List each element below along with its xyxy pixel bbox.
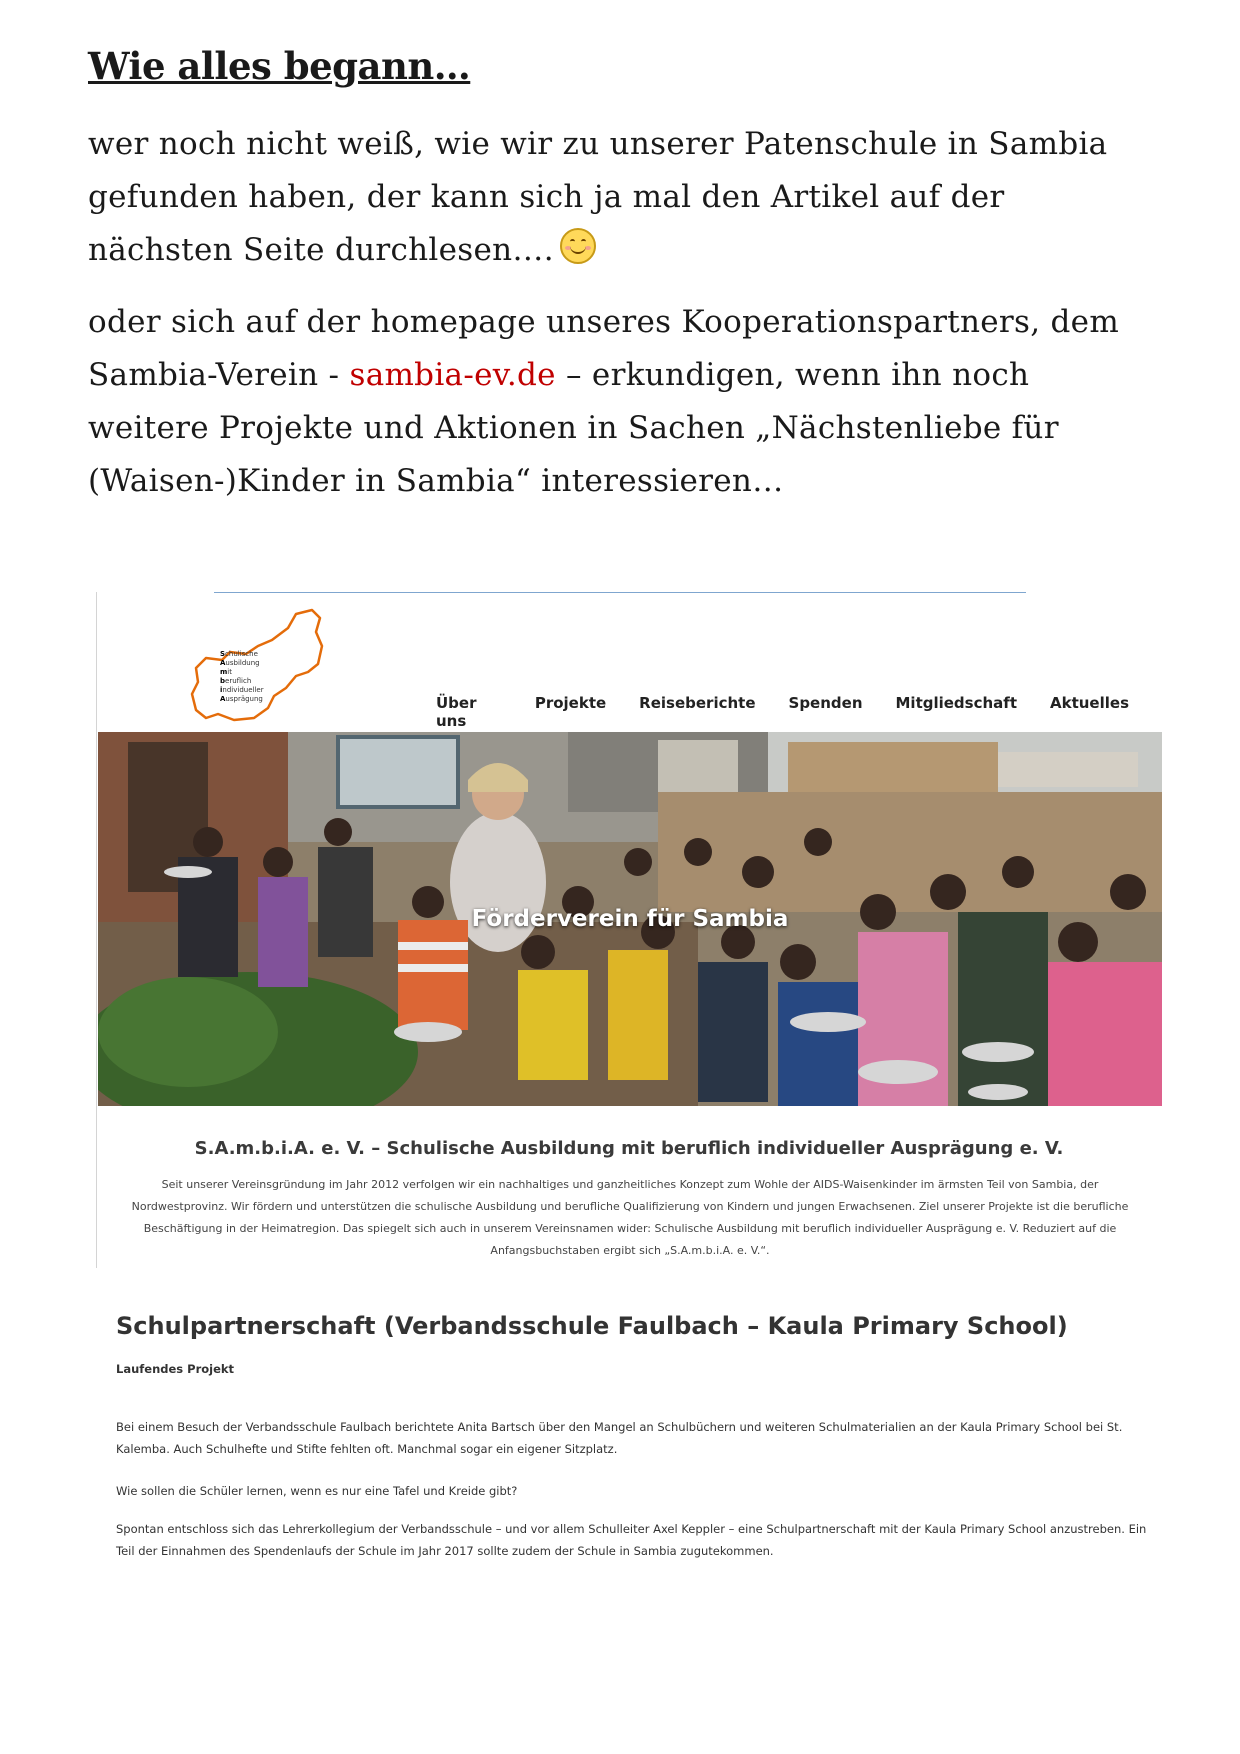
nav-item-reiseberichte[interactable]: Reiseberichte bbox=[639, 694, 756, 712]
smiley-icon bbox=[560, 228, 596, 264]
intro-paragraph-1 bbox=[88, 118, 1148, 277]
logo-line: individueller bbox=[220, 686, 264, 694]
logo-line: beruflich bbox=[220, 677, 252, 685]
intro-paragraph-2-after: – erkundigen, wenn ihn noch weitere Projekte und Aktionen in Sachen „Nächstenliebe für (Waisen-)Kinder in Sambia“ interessieren… bbox=[88, 357, 1059, 499]
project-paragraph-1: Bei einem Besuch der Verbandsschule Faulbach berichtete Anita Bartsch über den Mangel an Schulbüchern und weiteren Schulmaterialien an der Kaula Primary School bei St. Kalemba. Auch Schulhefte und Stifte fehlten oft. Manchmal sogar ein eigener Sitzplatz. bbox=[116, 1420, 1123, 1456]
nav-item-spenden[interactable]: Spenden bbox=[788, 694, 863, 712]
intro-paragraph-1-text: wer noch nicht weiß, wie wir zu unserer Patenschule in Sambia gefunden haben, der kann sich ja mal den Artikel auf der nächsten Seite durchlesen…. bbox=[88, 126, 1108, 268]
page-title: Wie alles begann… bbox=[88, 44, 471, 88]
nav-item-aktuelles[interactable]: Aktuelles bbox=[1050, 694, 1129, 712]
nav-item-mitgliedschaft[interactable]: Mitgliedschaft bbox=[895, 694, 1017, 712]
logo-line: Schulische bbox=[220, 650, 258, 658]
project-paragraph-3: Spontan entschloss sich das Lehrerkollegium der Verbandsschule – und vor allem Schulleiter Axel Keppler – eine Schulpartnerschaft mit der Kaula Primary School anzustreben. Ein Teil der Einnahmen des Spendenlaufs der Schule im Jahr 2017 sollte zudem der Schule in Sambia zugutekommen. bbox=[116, 1522, 1147, 1558]
website-heading: S.A.m.b.i.A. e. V. – Schulische Ausbildung mit beruflich individueller Ausprägung e. V. bbox=[194, 1138, 1064, 1159]
project-paragraph-2: Wie sollen die Schüler lernen, wenn es nur eine Tafel und Kreide gibt? bbox=[116, 1484, 518, 1498]
logo-line: Ausbildung bbox=[220, 659, 260, 667]
website-description: Seit unserer Vereinsgründung im Jahr 2012 verfolgen wir ein nachhaltiges und ganzheitliches Konzept zum Wohle der AIDS-Waisenkinder im ärmsten Teil von Sambia, der Nordwestprovinz. Wir fördern und unterstützen die schulische Ausbildung und berufliche Qualifizierung von Kindern und jungen Erwachsenen. Ziel unserer Projekte ist die berufliche Beschäftigung in der Heimatregion. Das spiegelt sich auch in unserem Vereinsnamen wider: Schulische Ausbildung mit beruflich individueller Ausprägung e. V. Reduziert auf die Anfangsbuchstaben ergibt sich „S.A.m.b.i.A. e. V.“. bbox=[131, 1178, 1129, 1257]
intro-paragraph-2-before: oder sich auf der homepage unseres Kooperationspartners, dem Sambia-Verein - bbox=[88, 304, 1120, 393]
logo-acronym bbox=[220, 650, 264, 704]
nav-item-ueber-uns[interactable]: Über uns bbox=[436, 694, 477, 730]
website-edge bbox=[96, 592, 97, 1268]
logo-line: Ausprägung bbox=[220, 695, 263, 703]
website-nav bbox=[436, 694, 1162, 730]
nav-item-projekte[interactable]: Projekte bbox=[534, 694, 607, 712]
sambia-ev-link[interactable]: sambia-ev.de bbox=[349, 357, 556, 393]
website-screenshot bbox=[96, 592, 1162, 1268]
logo-line: mit bbox=[220, 668, 232, 676]
website-top-line bbox=[214, 592, 1026, 593]
intro-paragraph-2 bbox=[88, 296, 1148, 508]
project-title: Schulpartnerschaft (Verbandsschule Faulbach – Kaula Primary School) bbox=[116, 1312, 1068, 1340]
project-status: Laufendes Projekt bbox=[116, 1362, 235, 1376]
hero-title: Förderverein für Sambia bbox=[471, 906, 789, 932]
hero-photo bbox=[98, 732, 1162, 1106]
